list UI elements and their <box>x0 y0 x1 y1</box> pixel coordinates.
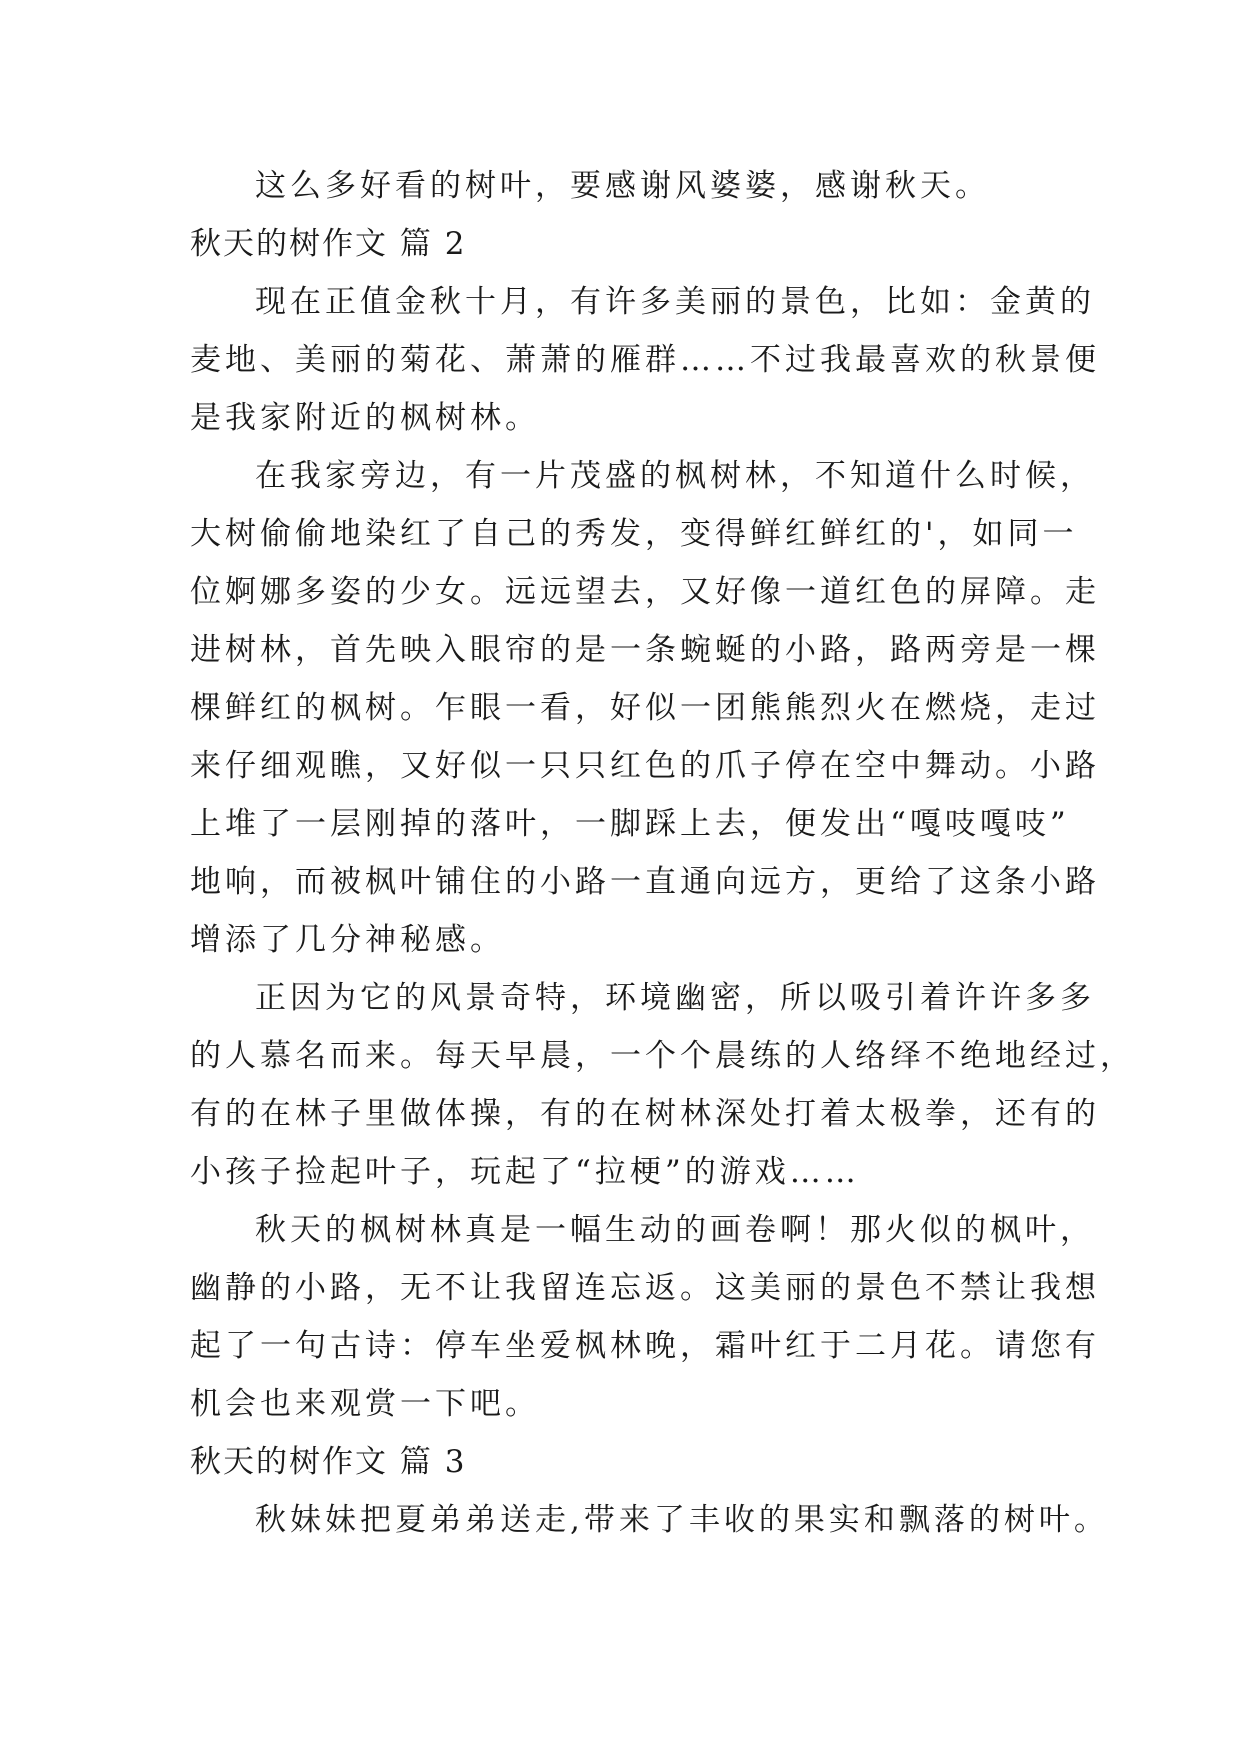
paragraph-line: 机会也来观赏一下吧。 <box>190 1386 540 1422</box>
paragraph-line: 现在正值金秋十月，有许多美丽的景色，比如：金黄的 <box>255 284 1095 320</box>
paragraph-line: 位婀娜多姿的少女。远远望去，又好像一道红色的屏障。走 <box>190 574 1100 610</box>
paragraph-line: 有的在林子里做体操，有的在树林深处打着太极拳，还有的 <box>190 1096 1100 1132</box>
paragraph-line: 秋天的枫树林真是一幅生动的画卷啊！那火似的枫叶， <box>255 1212 1095 1248</box>
paragraph-line: 增添了几分神秘感。 <box>190 922 505 958</box>
paragraph-line: 是我家附近的枫树林。 <box>190 400 540 436</box>
paragraph-line: 小孩子捡起叶子，玩起了“拉梗”的游戏…… <box>190 1154 860 1190</box>
paragraph-line: 来仔细观瞧，又好似一只只红色的爪子停在空中舞动。小路 <box>190 748 1100 784</box>
paragraph-line: 起了一句古诗：停车坐爱枫林晚，霜叶红于二月花。请您有 <box>190 1328 1100 1364</box>
paragraph-line: 上堆了一层刚掉的落叶，一脚踩上去，便发出“嘎吱嘎吱” <box>190 806 1070 842</box>
paragraph-line: 地响，而被枫叶铺住的小路一直通向远方，更给了这条小路 <box>190 864 1100 900</box>
paragraph-line: 秋妹妹把夏弟弟送走,带来了丰收的果实和飘落的树叶。 <box>255 1502 1109 1538</box>
paragraph-line: 进树林，首先映入眼帘的是一条蜿蜒的小路，路两旁是一棵 <box>190 632 1100 668</box>
paragraph-line: 棵鲜红的枫树。乍眼一看，好似一团熊熊烈火在燃烧，走过 <box>190 690 1100 726</box>
section-heading: 秋天的树作文 篇 2 <box>190 226 467 262</box>
paragraph-line: 麦地、美丽的菊花、萧萧的雁群……不过我最喜欢的秋景便 <box>190 342 1100 378</box>
paragraph-line: 在我家旁边，有一片茂盛的枫树林，不知道什么时候， <box>255 458 1095 494</box>
paragraph-line: 这么多好看的树叶，要感谢风婆婆，感谢秋天。 <box>255 168 990 204</box>
section-heading: 秋天的树作文 篇 3 <box>190 1444 467 1480</box>
paragraph-line: 大树偷偷地染红了自己的秀发，变得鲜红鲜红的'，如同一 <box>190 516 1078 552</box>
paragraph-line: 正因为它的风景奇特，环境幽密，所以吸引着许许多多 <box>255 980 1095 1016</box>
paragraph-line: 的人慕名而来。每天早晨，一个个晨练的人络绎不绝地经过， <box>190 1038 1135 1074</box>
paragraph-line: 幽静的小路，无不让我留连忘返。这美丽的景色不禁让我想 <box>190 1270 1100 1306</box>
